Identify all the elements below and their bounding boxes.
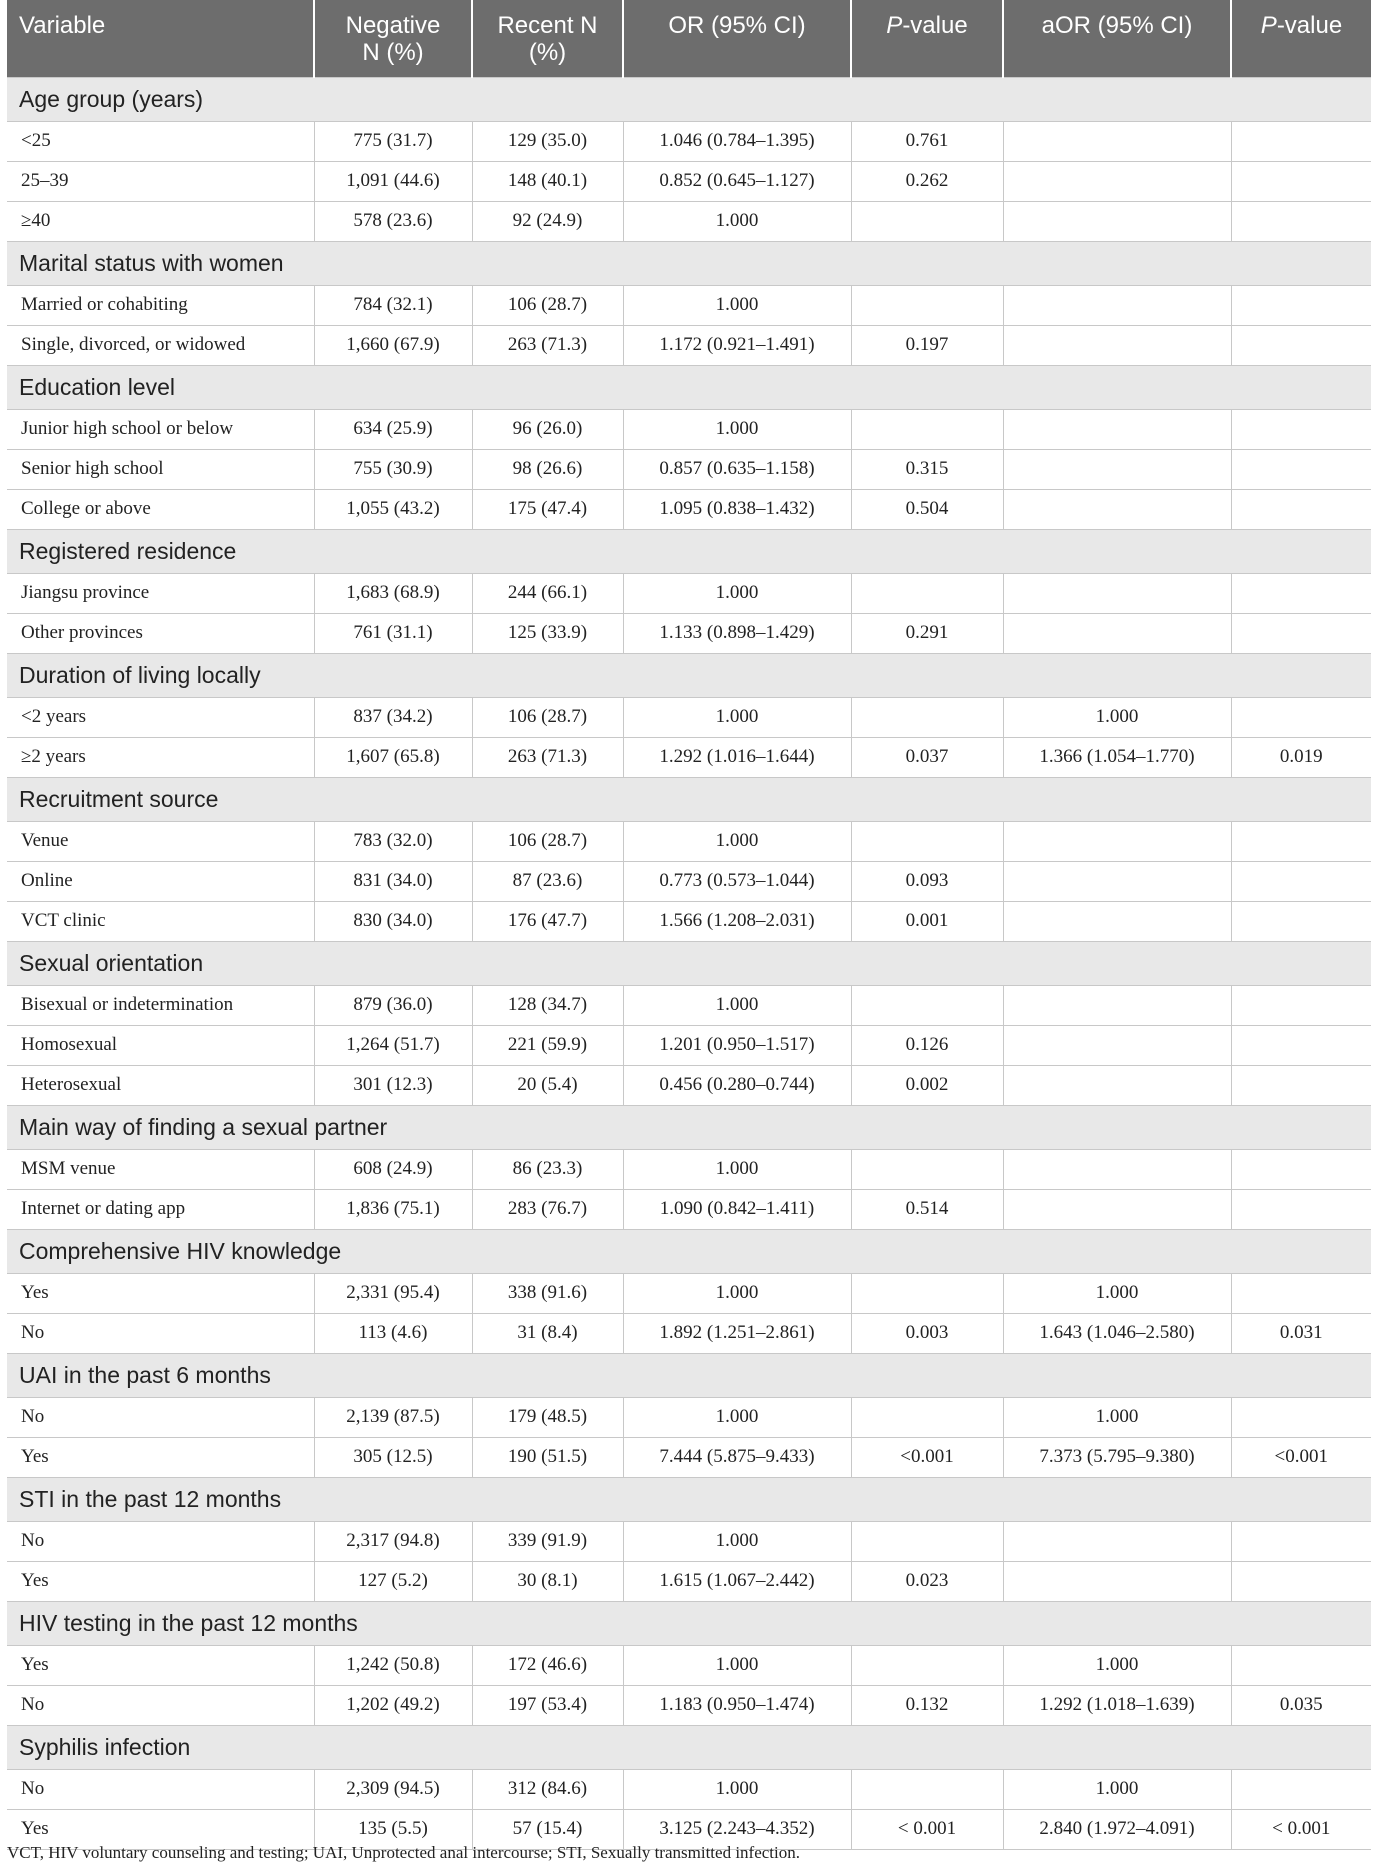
cell-aor: 1.643 (1.046–2.580) <box>1003 1313 1231 1353</box>
cell-recent: 263 (71.3) <box>472 325 623 365</box>
cell-aor: 7.373 (5.795–9.380) <box>1003 1437 1231 1477</box>
cell-adjusted-p-value <box>1231 901 1371 941</box>
cell-recent: 339 (91.9) <box>472 1521 623 1561</box>
cell-p-value: 0.291 <box>851 613 1003 653</box>
section-title: Recruitment source <box>7 777 1371 821</box>
section-header <box>7 777 1371 821</box>
cell-adjusted-p-value <box>1231 201 1371 241</box>
cell-adjusted-p-value <box>1231 1065 1371 1105</box>
cell-aor: 1.366 (1.054–1.770) <box>1003 737 1231 777</box>
cell-negative: 879 (36.0) <box>314 985 472 1025</box>
cell-or: 1.000 <box>623 821 851 861</box>
cell-p-value <box>851 1645 1003 1685</box>
cell-negative: 2,309 (94.5) <box>314 1769 472 1809</box>
cell-or: 1.892 (1.251–2.861) <box>623 1313 851 1353</box>
cell-label: Yes <box>7 1645 314 1685</box>
cell-aor: 1.000 <box>1003 697 1231 737</box>
cell-p-value <box>851 285 1003 325</box>
table-row <box>7 449 1371 489</box>
cell-p-value: 0.093 <box>851 861 1003 901</box>
cell-or: 1.566 (1.208–2.031) <box>623 901 851 941</box>
cell-p-value: 0.126 <box>851 1025 1003 1065</box>
cell-aor <box>1003 573 1231 613</box>
cell-recent: 20 (5.4) <box>472 1065 623 1105</box>
cell-aor <box>1003 985 1231 1025</box>
cell-adjusted-p-value <box>1231 1025 1371 1065</box>
cell-recent: 263 (71.3) <box>472 737 623 777</box>
cell-adjusted-p-value: 0.031 <box>1231 1313 1371 1353</box>
cell-or: 1.090 (0.842–1.411) <box>623 1189 851 1229</box>
cell-label: Bisexual or indetermination <box>7 985 314 1025</box>
cell-or: 7.444 (5.875–9.433) <box>623 1437 851 1477</box>
cell-or: 1.000 <box>623 201 851 241</box>
cell-aor <box>1003 1561 1231 1601</box>
cell-label: <2 years <box>7 697 314 737</box>
cell-p-value: 0.001 <box>851 901 1003 941</box>
table-row <box>7 1521 1371 1561</box>
cell-recent: 96 (26.0) <box>472 409 623 449</box>
cell-aor <box>1003 285 1231 325</box>
results-table-container <box>7 0 1371 1850</box>
cell-p-value <box>851 1149 1003 1189</box>
section-title: HIV testing in the past 12 months <box>7 1601 1371 1645</box>
cell-recent: 172 (46.6) <box>472 1645 623 1685</box>
cell-label: ≥40 <box>7 201 314 241</box>
table-row <box>7 901 1371 941</box>
header-p-value: P-value <box>851 0 1003 77</box>
cell-p-value <box>851 1397 1003 1437</box>
cell-aor <box>1003 325 1231 365</box>
cell-negative: 761 (31.1) <box>314 613 472 653</box>
cell-aor <box>1003 861 1231 901</box>
cell-aor <box>1003 1065 1231 1105</box>
cell-label: MSM venue <box>7 1149 314 1189</box>
cell-adjusted-p-value <box>1231 861 1371 901</box>
cell-p-value <box>851 1521 1003 1561</box>
cell-aor <box>1003 1149 1231 1189</box>
cell-adjusted-p-value: 0.035 <box>1231 1685 1371 1725</box>
cell-negative: 837 (34.2) <box>314 697 472 737</box>
cell-label: Online <box>7 861 314 901</box>
cell-recent: 221 (59.9) <box>472 1025 623 1065</box>
cell-negative: 127 (5.2) <box>314 1561 472 1601</box>
table-row <box>7 985 1371 1025</box>
header-variable: Variable <box>7 0 314 77</box>
section-title: Sexual orientation <box>7 941 1371 985</box>
cell-negative: 830 (34.0) <box>314 901 472 941</box>
cell-adjusted-p-value <box>1231 449 1371 489</box>
cell-recent: 128 (34.7) <box>472 985 623 1025</box>
cell-or: 0.456 (0.280–0.744) <box>623 1065 851 1105</box>
cell-label: ≥2 years <box>7 737 314 777</box>
cell-or: 1.292 (1.016–1.644) <box>623 737 851 777</box>
header-aor: aOR (95% CI) <box>1003 0 1231 77</box>
cell-recent: 244 (66.1) <box>472 573 623 613</box>
cell-or: 1.000 <box>623 985 851 1025</box>
cell-recent: 106 (28.7) <box>472 285 623 325</box>
cell-adjusted-p-value <box>1231 697 1371 737</box>
cell-label: Other provinces <box>7 613 314 653</box>
cell-recent: 31 (8.4) <box>472 1313 623 1353</box>
section-header <box>7 1353 1371 1397</box>
table-row <box>7 489 1371 529</box>
table-row <box>7 325 1371 365</box>
header-adjusted-p-value: P-value <box>1231 0 1371 77</box>
cell-aor: 1.000 <box>1003 1273 1231 1313</box>
cell-recent: 57 (15.4) <box>472 1809 623 1849</box>
cell-adjusted-p-value <box>1231 1189 1371 1229</box>
cell-label: No <box>7 1769 314 1809</box>
section-title: Registered residence <box>7 529 1371 573</box>
cell-recent: 148 (40.1) <box>472 161 623 201</box>
table-row <box>7 1189 1371 1229</box>
section-header <box>7 1229 1371 1273</box>
cell-recent: 125 (33.9) <box>472 613 623 653</box>
cell-label: Venue <box>7 821 314 861</box>
cell-negative: 1,607 (65.8) <box>314 737 472 777</box>
cell-adjusted-p-value <box>1231 325 1371 365</box>
cell-aor <box>1003 121 1231 161</box>
cell-label: Junior high school or below <box>7 409 314 449</box>
cell-label: Yes <box>7 1561 314 1601</box>
cell-negative: 1,055 (43.2) <box>314 489 472 529</box>
header-or: OR (95% CI) <box>623 0 851 77</box>
cell-adjusted-p-value <box>1231 489 1371 529</box>
cell-negative: 1,264 (51.7) <box>314 1025 472 1065</box>
cell-negative: 1,836 (75.1) <box>314 1189 472 1229</box>
cell-aor <box>1003 201 1231 241</box>
table-row <box>7 201 1371 241</box>
cell-p-value: 0.262 <box>851 161 1003 201</box>
cell-negative: 305 (12.5) <box>314 1437 472 1477</box>
cell-p-value <box>851 1273 1003 1313</box>
section-header <box>7 1601 1371 1645</box>
cell-aor <box>1003 901 1231 941</box>
table-row <box>7 161 1371 201</box>
cell-or: 1.046 (0.784–1.395) <box>623 121 851 161</box>
cell-negative: 1,091 (44.6) <box>314 161 472 201</box>
cell-adjusted-p-value: 0.019 <box>1231 737 1371 777</box>
cell-p-value <box>851 821 1003 861</box>
header-recent: Recent N (%) <box>472 0 623 77</box>
table-row <box>7 1397 1371 1437</box>
cell-recent: 30 (8.1) <box>472 1561 623 1601</box>
cell-negative: 1,683 (68.9) <box>314 573 472 613</box>
cell-adjusted-p-value <box>1231 1645 1371 1685</box>
cell-or: 1.000 <box>623 573 851 613</box>
cell-negative: 831 (34.0) <box>314 861 472 901</box>
cell-or: 1.000 <box>623 1521 851 1561</box>
cell-adjusted-p-value <box>1231 1397 1371 1437</box>
cell-or: 1.172 (0.921–1.491) <box>623 325 851 365</box>
section-title: Age group (years) <box>7 77 1371 121</box>
cell-label: Heterosexual <box>7 1065 314 1105</box>
cell-negative: 1,242 (50.8) <box>314 1645 472 1685</box>
cell-recent: 98 (26.6) <box>472 449 623 489</box>
cell-negative: 783 (32.0) <box>314 821 472 861</box>
section-title: UAI in the past 6 months <box>7 1353 1371 1397</box>
cell-aor: 1.000 <box>1003 1397 1231 1437</box>
table-row <box>7 1561 1371 1601</box>
cell-adjusted-p-value <box>1231 161 1371 201</box>
cell-adjusted-p-value <box>1231 821 1371 861</box>
cell-adjusted-p-value <box>1231 1273 1371 1313</box>
cell-aor: 2.840 (1.972–4.091) <box>1003 1809 1231 1849</box>
cell-adjusted-p-value <box>1231 121 1371 161</box>
cell-p-value <box>851 201 1003 241</box>
cell-recent: 312 (84.6) <box>472 1769 623 1809</box>
cell-label: No <box>7 1685 314 1725</box>
cell-recent: 87 (23.6) <box>472 861 623 901</box>
cell-label: <25 <box>7 121 314 161</box>
cell-label: Single, divorced, or widowed <box>7 325 314 365</box>
cell-adjusted-p-value <box>1231 1769 1371 1809</box>
cell-recent: 176 (47.7) <box>472 901 623 941</box>
cell-recent: 283 (76.7) <box>472 1189 623 1229</box>
cell-label: 25–39 <box>7 161 314 201</box>
cell-aor <box>1003 821 1231 861</box>
cell-or: 1.201 (0.950–1.517) <box>623 1025 851 1065</box>
cell-aor <box>1003 409 1231 449</box>
cell-or: 1.000 <box>623 697 851 737</box>
cell-or: 0.857 (0.635–1.158) <box>623 449 851 489</box>
cell-negative: 775 (31.7) <box>314 121 472 161</box>
cell-or: 3.125 (2.243–4.352) <box>623 1809 851 1849</box>
cell-negative: 1,202 (49.2) <box>314 1685 472 1725</box>
cell-aor: 1.000 <box>1003 1769 1231 1809</box>
cell-aor <box>1003 449 1231 489</box>
cell-adjusted-p-value <box>1231 1521 1371 1561</box>
cell-adjusted-p-value <box>1231 1561 1371 1601</box>
cell-or: 1.000 <box>623 409 851 449</box>
table-body <box>7 77 1371 1849</box>
cell-or: 0.852 (0.645–1.127) <box>623 161 851 201</box>
section-title: Main way of finding a sexual partner <box>7 1105 1371 1149</box>
section-title: Duration of living locally <box>7 653 1371 697</box>
table-row <box>7 821 1371 861</box>
cell-recent: 92 (24.9) <box>472 201 623 241</box>
section-title: STI in the past 12 months <box>7 1477 1371 1521</box>
cell-or: 1.095 (0.838–1.432) <box>623 489 851 529</box>
section-header <box>7 529 1371 573</box>
cell-or: 1.615 (1.067–2.442) <box>623 1561 851 1601</box>
table-header <box>7 0 1371 77</box>
section-header <box>7 241 1371 285</box>
cell-p-value: 0.132 <box>851 1685 1003 1725</box>
cell-recent: 197 (53.4) <box>472 1685 623 1725</box>
section-title: Marital status with women <box>7 241 1371 285</box>
cell-label: No <box>7 1397 314 1437</box>
section-header <box>7 1477 1371 1521</box>
table-row <box>7 861 1371 901</box>
cell-aor: 1.292 (1.018–1.639) <box>1003 1685 1231 1725</box>
cell-negative: 608 (24.9) <box>314 1149 472 1189</box>
cell-adjusted-p-value: <0.001 <box>1231 1437 1371 1477</box>
cell-label: Internet or dating app <box>7 1189 314 1229</box>
cell-aor <box>1003 613 1231 653</box>
table-row <box>7 573 1371 613</box>
cell-label: Jiangsu province <box>7 573 314 613</box>
header-negative: Negative N (%) <box>314 0 472 77</box>
table-row <box>7 121 1371 161</box>
table-row <box>7 613 1371 653</box>
table-footnote: VCT, HIV voluntary counseling and testing; UAI, Unprotected anal intercourse; STI, Sexually transmitted infection. <box>7 1843 800 1862</box>
cell-negative: 578 (23.6) <box>314 201 472 241</box>
cell-or: 1.000 <box>623 285 851 325</box>
cell-negative: 301 (12.3) <box>314 1065 472 1105</box>
cell-or: 0.773 (0.573–1.044) <box>623 861 851 901</box>
cell-or: 1.000 <box>623 1149 851 1189</box>
cell-p-value: 0.315 <box>851 449 1003 489</box>
cell-or: 1.000 <box>623 1769 851 1809</box>
table-row <box>7 409 1371 449</box>
section-header <box>7 1725 1371 1769</box>
table-row <box>7 1025 1371 1065</box>
cell-label: No <box>7 1521 314 1561</box>
cell-label: Yes <box>7 1809 314 1849</box>
table-row <box>7 697 1371 737</box>
section-header <box>7 365 1371 409</box>
table-row <box>7 1437 1371 1477</box>
section-header <box>7 941 1371 985</box>
cell-recent: 129 (35.0) <box>472 121 623 161</box>
table-row <box>7 1685 1371 1725</box>
section-title: Comprehensive HIV knowledge <box>7 1229 1371 1273</box>
table-row <box>7 285 1371 325</box>
cell-or: 1.000 <box>623 1273 851 1313</box>
section-title: Education level <box>7 365 1371 409</box>
cell-label: VCT clinic <box>7 901 314 941</box>
cell-aor <box>1003 1521 1231 1561</box>
cell-p-value: 0.197 <box>851 325 1003 365</box>
cell-recent: 106 (28.7) <box>472 821 623 861</box>
cell-adjusted-p-value <box>1231 409 1371 449</box>
cell-p-value: 0.504 <box>851 489 1003 529</box>
cell-p-value: <0.001 <box>851 1437 1003 1477</box>
cell-recent: 338 (91.6) <box>472 1273 623 1313</box>
cell-p-value <box>851 1769 1003 1809</box>
cell-p-value: 0.037 <box>851 737 1003 777</box>
cell-negative: 2,139 (87.5) <box>314 1397 472 1437</box>
cell-adjusted-p-value <box>1231 573 1371 613</box>
cell-p-value: 0.002 <box>851 1065 1003 1105</box>
cell-aor <box>1003 161 1231 201</box>
cell-p-value: 0.003 <box>851 1313 1003 1353</box>
cell-negative: 755 (30.9) <box>314 449 472 489</box>
cell-adjusted-p-value <box>1231 285 1371 325</box>
table-row <box>7 1313 1371 1353</box>
cell-p-value <box>851 409 1003 449</box>
cell-recent: 106 (28.7) <box>472 697 623 737</box>
cell-p-value <box>851 985 1003 1025</box>
cell-aor <box>1003 489 1231 529</box>
cell-label: Yes <box>7 1273 314 1313</box>
cell-label: No <box>7 1313 314 1353</box>
cell-negative: 634 (25.9) <box>314 409 472 449</box>
cell-negative: 2,317 (94.8) <box>314 1521 472 1561</box>
cell-adjusted-p-value: < 0.001 <box>1231 1809 1371 1849</box>
cell-or: 1.000 <box>623 1645 851 1685</box>
cell-p-value: < 0.001 <box>851 1809 1003 1849</box>
cell-negative: 784 (32.1) <box>314 285 472 325</box>
cell-adjusted-p-value <box>1231 985 1371 1025</box>
section-header <box>7 653 1371 697</box>
table-row <box>7 737 1371 777</box>
cell-p-value <box>851 573 1003 613</box>
cell-adjusted-p-value <box>1231 613 1371 653</box>
cell-negative: 1,660 (67.9) <box>314 325 472 365</box>
table-row <box>7 1769 1371 1809</box>
cell-p-value: 0.023 <box>851 1561 1003 1601</box>
cell-recent: 190 (51.5) <box>472 1437 623 1477</box>
cell-or: 1.133 (0.898–1.429) <box>623 613 851 653</box>
cell-aor <box>1003 1025 1231 1065</box>
cell-adjusted-p-value <box>1231 1149 1371 1189</box>
cell-recent: 179 (48.5) <box>472 1397 623 1437</box>
section-header <box>7 77 1371 121</box>
table-row <box>7 1149 1371 1189</box>
cell-p-value: 0.761 <box>851 121 1003 161</box>
cell-label: Homosexual <box>7 1025 314 1065</box>
cell-label: Married or cohabiting <box>7 285 314 325</box>
section-title: Syphilis infection <box>7 1725 1371 1769</box>
cell-p-value <box>851 697 1003 737</box>
cell-label: College or above <box>7 489 314 529</box>
results-table <box>7 0 1371 1850</box>
cell-recent: 175 (47.4) <box>472 489 623 529</box>
section-header <box>7 1105 1371 1149</box>
cell-or: 1.000 <box>623 1397 851 1437</box>
cell-p-value: 0.514 <box>851 1189 1003 1229</box>
cell-negative: 2,331 (95.4) <box>314 1273 472 1313</box>
cell-or: 1.183 (0.950–1.474) <box>623 1685 851 1725</box>
table-row <box>7 1645 1371 1685</box>
cell-aor <box>1003 1189 1231 1229</box>
cell-negative: 113 (4.6) <box>314 1313 472 1353</box>
cell-recent: 86 (23.3) <box>472 1149 623 1189</box>
table-row <box>7 1273 1371 1313</box>
cell-aor: 1.000 <box>1003 1645 1231 1685</box>
cell-negative: 135 (5.5) <box>314 1809 472 1849</box>
cell-label: Yes <box>7 1437 314 1477</box>
table-row <box>7 1065 1371 1105</box>
cell-label: Senior high school <box>7 449 314 489</box>
